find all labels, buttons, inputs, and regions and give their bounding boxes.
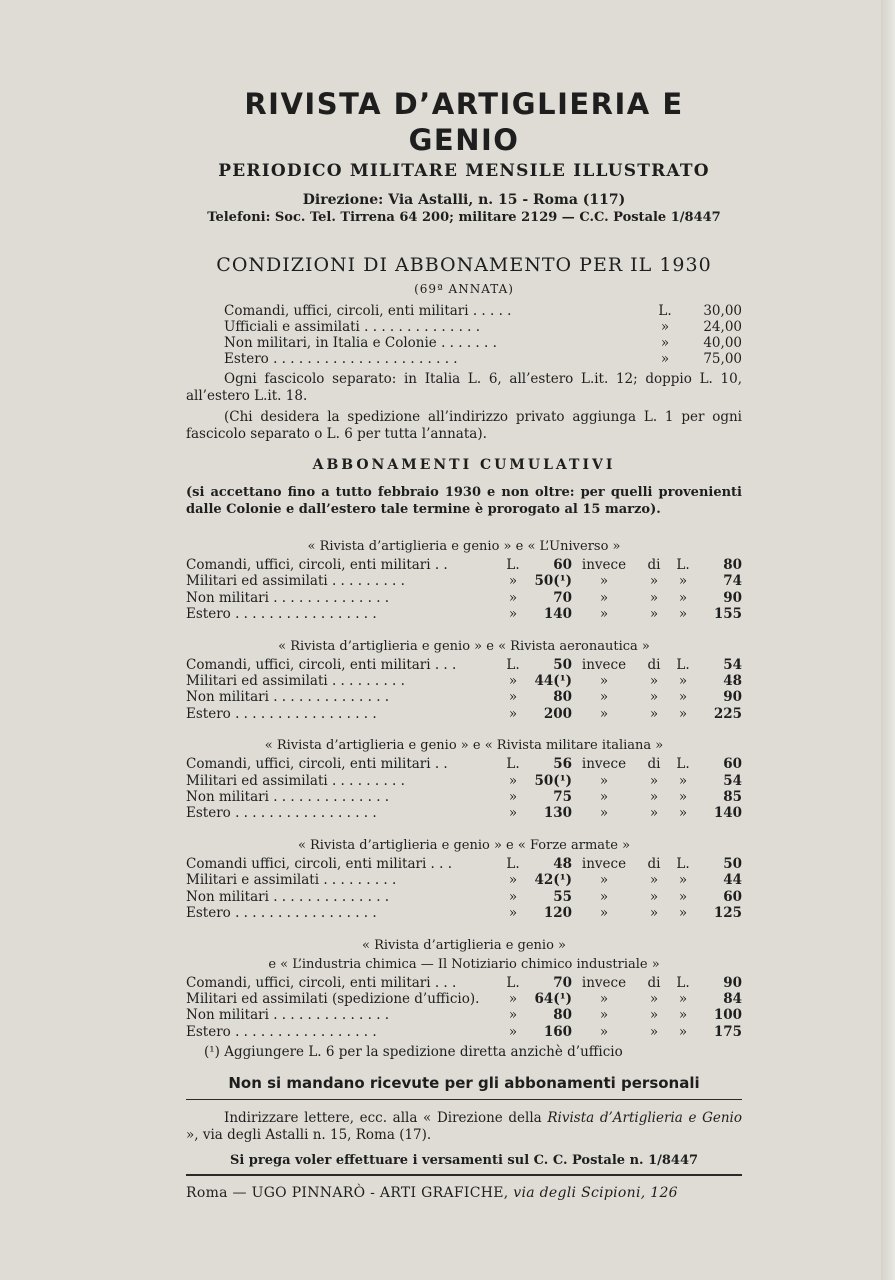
combo-row <box>186 805 742 821</box>
combo-price: 60 <box>553 557 572 573</box>
combo-invece: » <box>599 805 609 822</box>
combo-row <box>186 975 742 991</box>
combo-title: « Rivista d’artiglieria e genio » e « L’Universo » <box>307 539 621 554</box>
cumulativi-note: (si accettano fino a tutto febbraio 1930 e non oltre: per quelli provenienti dalle Colonie e dall’estero tale termine è prorogato al 15 marzo). <box>186 485 742 517</box>
price-amount: 40,00 <box>703 335 742 351</box>
direzione-address: Direzione: Via Astalli, n. 15 - Roma (117) <box>302 192 626 208</box>
combo-row-label: Estero . . . . . . . . . . . . . . . . . <box>186 705 377 722</box>
combo-invece: » <box>599 589 609 606</box>
combo-group <box>186 638 742 723</box>
combo-group <box>186 937 742 1041</box>
combo-di: » <box>649 805 659 822</box>
combo-old-price: 155 <box>713 606 742 623</box>
combo-row <box>186 889 742 905</box>
combo-invece: » <box>599 1007 609 1024</box>
price-label: Estero . . . . . . . . . . . . . . . . . . . . . . <box>224 351 458 367</box>
combo-group <box>186 737 742 822</box>
combo-currency-old: » <box>678 772 688 789</box>
combo-invece: » <box>599 872 609 889</box>
combo-price: 55 <box>553 888 572 905</box>
combo-price: 70 <box>553 589 572 606</box>
combo-currency: » <box>508 573 518 590</box>
combo-row-label: Comandi uffici, circoli, enti militari . . . <box>186 855 453 872</box>
price-row <box>224 351 742 367</box>
combo-di: » <box>649 573 659 590</box>
annata-label: (69ª ANNATA) <box>414 282 514 296</box>
combo-price: 44(¹) <box>534 673 572 690</box>
combo-old-price: 140 <box>713 805 742 822</box>
combo-row-label: Comandi, uffici, circoli, enti militari . . <box>186 557 448 573</box>
combo-currency: » <box>508 805 518 822</box>
combo-invece: » <box>599 673 609 690</box>
combo-row-label: Militari ed assimilati . . . . . . . . . <box>186 673 405 690</box>
combo-old-price: 60 <box>723 888 742 905</box>
combo-old-price: 74 <box>723 573 742 590</box>
combo-currency: » <box>508 888 518 905</box>
combo-old-price: 80 <box>723 557 742 573</box>
indirizzare-italic: Rivista d’Artiglieria e Genio <box>547 1110 742 1127</box>
combo-old-price: 175 <box>713 1023 742 1040</box>
combo-row <box>186 689 742 705</box>
journal-title: RIVISTA D’ARTIGLIERIA E GENIO <box>244 87 684 157</box>
spedizione-note: (Chi desidera la spedizione all’indirizzo privato aggiunga L. 1 per ogni fascicolo separato o L. 6 per tutta l’annata). <box>186 409 742 442</box>
combo-currency-old: L. <box>676 557 690 573</box>
combo-row-label: Non militari . . . . . . . . . . . . . . <box>186 689 390 706</box>
combo-di: » <box>649 673 659 690</box>
combo-currency: L. <box>506 855 520 872</box>
combo-price: 80 <box>553 689 572 706</box>
combo-currency-old: L. <box>676 656 690 673</box>
combo-price: 75 <box>553 789 572 806</box>
combo-row <box>186 789 742 805</box>
price-currency: » <box>660 351 670 367</box>
combo-old-price: 60 <box>723 756 742 773</box>
combo-invece: » <box>599 705 609 722</box>
combo-row <box>186 756 742 772</box>
combo-old-price: 48 <box>723 673 742 690</box>
combo-di: di <box>647 656 661 673</box>
indirizzare-post: », via degli Astalli n. 15, Roma (17). <box>186 1127 432 1144</box>
combo-currency: » <box>508 1023 518 1040</box>
combo-di: » <box>649 606 659 623</box>
combo-row <box>186 590 742 606</box>
combo-di: » <box>649 888 659 905</box>
combo-row <box>186 606 742 622</box>
combo-currency: L. <box>506 974 520 991</box>
price-row <box>224 319 742 335</box>
versamenti-note: Si prega voler effettuare i versamenti sul C. C. Postale n. 1/8447 <box>229 1153 699 1169</box>
telefoni-line: Telefoni: Soc. Tel. Tirrena 64 200; militare 2129 — C.C. Postale 1/8447 <box>207 210 721 225</box>
combo-invece: » <box>599 689 609 706</box>
combo-row-label: Militari e assimilati . . . . . . . . . <box>186 872 397 889</box>
combo-currency: L. <box>506 756 520 773</box>
combo-invece: » <box>599 772 609 789</box>
combo-di: di <box>647 974 661 991</box>
indirizzare-note <box>186 1110 742 1144</box>
combo-price: 140 <box>543 606 572 623</box>
footnote: (¹) Aggiungere L. 6 per la spedizione diretta anzichè d’ufficio <box>204 1044 623 1061</box>
combo-di: » <box>649 872 659 889</box>
combo-di: di <box>647 557 661 573</box>
combo-currency: » <box>508 589 518 606</box>
combo-old-price: 225 <box>713 705 742 722</box>
combo-price: 42(¹) <box>534 872 572 889</box>
combo-row-label: Estero . . . . . . . . . . . . . . . . . <box>186 905 377 922</box>
combo-invece: invece <box>581 656 627 673</box>
combo-row <box>186 905 742 921</box>
ricevute-notice: Non si mandano ricevute per gli abbonamenti personali <box>228 1074 700 1093</box>
combo-group <box>186 538 742 623</box>
combo-invece: invece <box>581 974 627 991</box>
combo-row-label: Comandi, uffici, circoli, enti militari . . <box>186 756 448 773</box>
abbonamento-heading: CONDIZIONI DI ABBONAMENTO PER IL 1930 <box>216 254 712 276</box>
combo-currency-old: » <box>678 606 688 623</box>
combo-row <box>186 557 742 573</box>
combo-row-label: Non militari . . . . . . . . . . . . . . <box>186 789 390 806</box>
combo-price: 70 <box>553 974 572 991</box>
combo-currency-old: » <box>678 705 688 722</box>
combo-old-price: 85 <box>723 789 742 806</box>
combo-row <box>186 856 742 872</box>
combo-currency-old: » <box>678 673 688 690</box>
combo-price: 160 <box>543 1023 572 1040</box>
combo-row-label: Estero . . . . . . . . . . . . . . . . . <box>186 606 377 623</box>
combo-currency-old: » <box>678 905 688 922</box>
price-currency: » <box>660 335 670 351</box>
price-label: Non militari, in Italia e Colonie . . . . . . . <box>224 335 497 351</box>
combo-row-label: Militari ed assimilati . . . . . . . . . <box>186 573 405 590</box>
combo-currency: » <box>508 872 518 889</box>
combo-di: » <box>649 689 659 706</box>
combo-price: 64(¹) <box>534 990 572 1007</box>
combo-di: » <box>649 772 659 789</box>
combo-price: 130 <box>543 805 572 822</box>
imprint-pre: Roma — UGO PINNARÒ - ARTI GRAFICHE, <box>186 1185 514 1202</box>
combo-old-price: 44 <box>723 872 742 889</box>
combo-price: 56 <box>553 756 572 773</box>
combo-old-price: 100 <box>713 1007 742 1024</box>
combo-di: » <box>649 789 659 806</box>
price-row <box>224 303 742 319</box>
price-label: Comandi, uffici, circoli, enti militari . . . . . <box>224 303 512 319</box>
combo-currency: » <box>508 789 518 806</box>
combo-price: 50 <box>553 656 572 673</box>
combo-di: » <box>649 905 659 922</box>
combo-row <box>186 706 742 722</box>
combo-invece: invece <box>581 557 627 573</box>
combo-di: » <box>649 705 659 722</box>
combo-invece: invece <box>581 855 627 872</box>
combo-invece: » <box>599 1023 609 1040</box>
combo-currency: » <box>508 990 518 1007</box>
combo-price: 50(¹) <box>534 573 572 590</box>
combo-price: 120 <box>543 905 572 922</box>
combo-title: e « L’industria chimica — Il Notiziario chimico industriale » <box>268 956 660 972</box>
combo-price: 50(¹) <box>534 772 572 789</box>
combo-invece: invece <box>581 756 627 773</box>
imprint-italic: via degli Scipioni, 126 <box>513 1185 678 1202</box>
combo-di: » <box>649 1023 659 1040</box>
combo-old-price: 90 <box>723 689 742 706</box>
document-content <box>186 86 742 1204</box>
combo-old-price: 54 <box>723 772 742 789</box>
price-amount: 75,00 <box>703 351 742 367</box>
combo-currency: » <box>508 772 518 789</box>
combo-invece: » <box>599 789 609 806</box>
combo-row-label: Non militari . . . . . . . . . . . . . . <box>186 1007 390 1024</box>
combo-currency-old: L. <box>676 756 690 773</box>
combo-currency: » <box>508 905 518 922</box>
indirizzare-pre: Indirizzare lettere, ecc. alla « Direzione della <box>224 1110 548 1127</box>
combo-row-label: Non militari . . . . . . . . . . . . . . <box>186 888 390 905</box>
combo-currency-old: » <box>678 789 688 806</box>
combo-invece: » <box>599 573 609 590</box>
combo-currency: » <box>508 606 518 623</box>
journal-subtitle: PERIODICO MILITARE MENSILE ILLUSTRATO <box>218 161 710 181</box>
combo-price: 200 <box>543 705 572 722</box>
divider-bottom <box>186 1174 742 1176</box>
combo-currency: L. <box>506 557 520 573</box>
combo-old-price: 54 <box>723 656 742 673</box>
combo-currency-old: L. <box>676 855 690 872</box>
price-currency: » <box>660 319 670 335</box>
combo-invece: » <box>599 888 609 905</box>
combo-old-price: 90 <box>723 589 742 606</box>
combo-row-label: Estero . . . . . . . . . . . . . . . . . <box>186 805 377 822</box>
combo-old-price: 125 <box>713 905 742 922</box>
combo-row-label: Comandi, uffici, circoli, enti militari . . . <box>186 656 457 673</box>
combo-currency: » <box>508 673 518 690</box>
combo-currency-old: » <box>678 888 688 905</box>
combo-row-label: Estero . . . . . . . . . . . . . . . . . <box>186 1023 377 1040</box>
divider <box>186 1099 742 1100</box>
combo-currency: » <box>508 1007 518 1024</box>
combo-price: 80 <box>553 1007 572 1024</box>
combo-title: « Rivista d’artiglieria e genio » e « Forze armate » <box>297 837 631 853</box>
price-amount: 24,00 <box>703 319 742 335</box>
combo-currency-old: » <box>678 805 688 822</box>
combo-row-label: Non militari . . . . . . . . . . . . . . <box>186 589 390 606</box>
combo-row <box>186 573 742 589</box>
combined-subscriptions <box>186 538 742 1040</box>
combo-row <box>186 673 742 689</box>
combo-row <box>186 872 742 888</box>
fascicolo-note: Ogni fascicolo separato: in Italia L. 6, all’estero L.it. 12; doppio L. 10, all’estero L.it. 18. <box>186 371 742 404</box>
cumulativi-heading: ABBONAMENTI CUMULATIVI <box>312 457 616 473</box>
combo-currency: » <box>508 689 518 706</box>
combo-di: » <box>649 990 659 1007</box>
combo-old-price: 50 <box>723 855 742 872</box>
combo-old-price: 90 <box>723 974 742 991</box>
combo-title: « Rivista d’artiglieria e genio » e « Rivista aeronautica » <box>278 638 650 654</box>
page-edge <box>881 0 895 1280</box>
combo-di: » <box>649 1007 659 1024</box>
combo-invece: » <box>599 990 609 1007</box>
combo-row-label: Comandi, uffici, circoli, enti militari . . . <box>186 974 457 991</box>
combo-price: 48 <box>553 855 572 872</box>
combo-currency-old: » <box>678 1007 688 1024</box>
combo-di: » <box>649 589 659 606</box>
combo-currency-old: » <box>678 689 688 706</box>
combo-title: « Rivista d’artiglieria e genio » <box>362 937 566 953</box>
combo-row-label: Militari ed assimilati . . . . . . . . . <box>186 772 405 789</box>
combo-row-label: Militari ed assimilati (spedizione d’ufficio). <box>186 990 480 1007</box>
combo-currency-old: » <box>678 573 688 590</box>
price-table <box>224 303 742 367</box>
combo-di: di <box>647 855 661 872</box>
combo-row <box>186 1007 742 1023</box>
combo-currency-old: » <box>678 872 688 889</box>
combo-currency: » <box>508 705 518 722</box>
price-amount: 30,00 <box>703 303 742 319</box>
combo-row <box>186 1024 742 1040</box>
combo-currency-old: » <box>678 1023 688 1040</box>
price-currency: L. <box>658 303 672 319</box>
combo-title: « Rivista d’artiglieria e genio » e « Rivista militare italiana » <box>264 738 664 754</box>
combo-currency-old: L. <box>676 974 690 991</box>
price-row <box>224 335 742 351</box>
combo-invece: » <box>599 905 609 922</box>
combo-currency-old: » <box>678 589 688 606</box>
combo-group <box>186 837 742 922</box>
price-label: Ufficiali e assimilati . . . . . . . . . . . . . . <box>224 319 481 335</box>
combo-row <box>186 991 742 1007</box>
combo-currency-old: » <box>678 990 688 1007</box>
combo-currency: L. <box>506 656 520 673</box>
combo-old-price: 84 <box>723 990 742 1007</box>
combo-invece: » <box>599 606 609 623</box>
printer-imprint <box>186 1182 742 1204</box>
combo-di: di <box>647 756 661 773</box>
combo-row <box>186 657 742 673</box>
combo-row <box>186 773 742 789</box>
